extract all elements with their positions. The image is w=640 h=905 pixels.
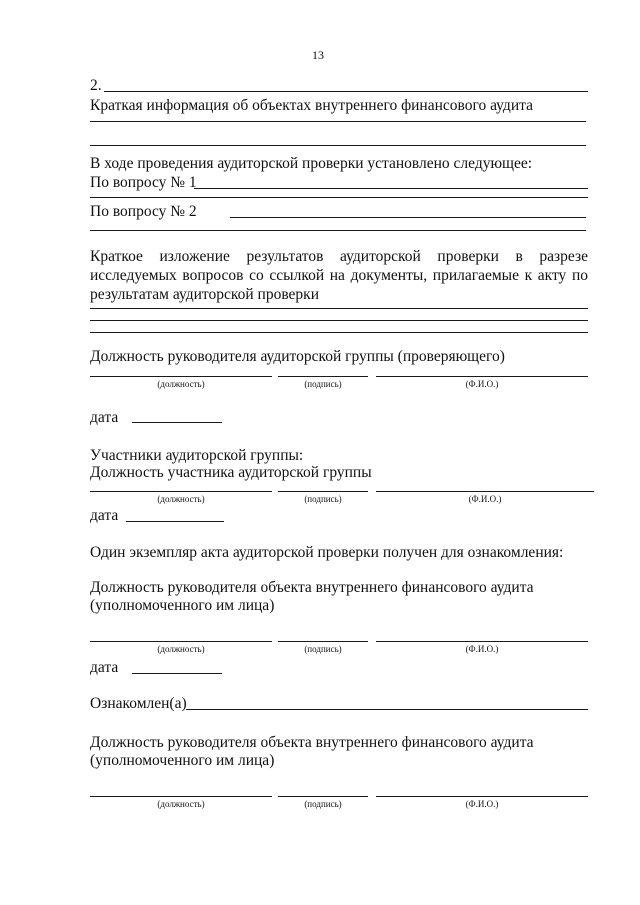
participant-date-line[interactable] (126, 521, 224, 522)
object-head2-signature-caption: (подпись) (304, 799, 342, 809)
leader-name-caption: (Ф.И.О.) (465, 379, 499, 389)
findings-heading: В ходе проведения аудиторской проверки установлено следующее: (90, 155, 533, 172)
objects-info-fill-line-1[interactable] (90, 121, 586, 122)
object-head2-name-line[interactable] (376, 796, 588, 797)
leader-position-caption: (должность) (157, 379, 205, 389)
summary-fill-line-3[interactable] (90, 332, 588, 333)
summary-text: Краткое изложение результатов аудиторской проверки в разрезе исследуемых вопросов со ссылкой на документы, прилагаемые к акту по результатам аудиторской проверки (90, 248, 588, 303)
object-head-position-line[interactable] (90, 641, 272, 642)
question1-label: По вопросу № 1 (90, 174, 197, 191)
leader-signature-caption: (подпись) (304, 379, 342, 389)
objects-info-heading: Краткая информация об объектах внутреннего финансового аудита (90, 97, 533, 114)
object-head2-heading-line1: Должность руководителя объекта внутреннего финансового аудита (90, 734, 534, 751)
object-head-signature-line[interactable] (278, 641, 368, 642)
object-head2-name-caption: (Ф.И.О.) (465, 799, 499, 809)
participant-signature-caption: (подпись) (304, 494, 342, 504)
leader-heading: Должность руководителя аудиторской группы (проверяющего) (90, 348, 505, 365)
object-head2-signature-line[interactable] (278, 796, 368, 797)
object-head-heading-line2: (уполномоченного им лица) (90, 597, 275, 614)
page-number: 13 (312, 48, 324, 62)
object-head-position-caption: (должность) (157, 644, 205, 654)
object-head-name-line[interactable] (376, 641, 588, 642)
summary-fill-line-2[interactable] (90, 320, 588, 321)
participant-position-heading: Должность участника аудиторской группы (90, 464, 372, 481)
leader-position-line[interactable] (90, 376, 272, 377)
question1-fill-line-1[interactable] (194, 188, 588, 189)
question2-fill-line-1[interactable] (230, 217, 586, 218)
participant-name-caption: (Ф.И.О.) (468, 494, 502, 504)
item-number-fill-line[interactable] (104, 91, 588, 92)
object-head-date-label: дата (90, 659, 119, 676)
object-head2-position-caption: (должность) (157, 799, 205, 809)
participant-date-label: дата (90, 507, 119, 524)
object-head-signature-caption: (подпись) (304, 644, 342, 654)
participant-name-line[interactable] (376, 491, 594, 492)
participant-position-caption: (должность) (157, 494, 205, 504)
question2-fill-line-2[interactable] (90, 230, 586, 231)
acknowledged-fill-line[interactable] (186, 709, 588, 710)
receipt-text: Один экземпляр акта аудиторской проверки получен для ознакомления: (90, 544, 564, 561)
participants-heading: Участники аудиторской группы: (90, 447, 304, 464)
leader-name-line[interactable] (376, 376, 588, 377)
leader-date-label: дата (90, 409, 119, 426)
object-head-heading-line1: Должность руководителя объекта внутреннего финансового аудита (90, 579, 534, 596)
item-number: 2. (90, 77, 102, 94)
acknowledged-label: Ознакомлен(а) (90, 695, 187, 712)
question2-label: По вопросу № 2 (90, 203, 197, 220)
object-head-name-caption: (Ф.И.О.) (465, 644, 499, 654)
object-head-date-line[interactable] (132, 673, 222, 674)
summary-fill-line-1[interactable] (90, 308, 588, 309)
leader-date-line[interactable] (132, 422, 222, 423)
question1-fill-line-2[interactable] (90, 197, 588, 198)
object-head2-position-line[interactable] (90, 796, 272, 797)
participant-signature-line[interactable] (278, 491, 368, 492)
object-head2-heading-line2: (уполномоченного им лица) (90, 752, 275, 769)
participant-position-line[interactable] (90, 491, 272, 492)
leader-signature-line[interactable] (278, 376, 368, 377)
objects-info-fill-line-2[interactable] (90, 145, 586, 146)
